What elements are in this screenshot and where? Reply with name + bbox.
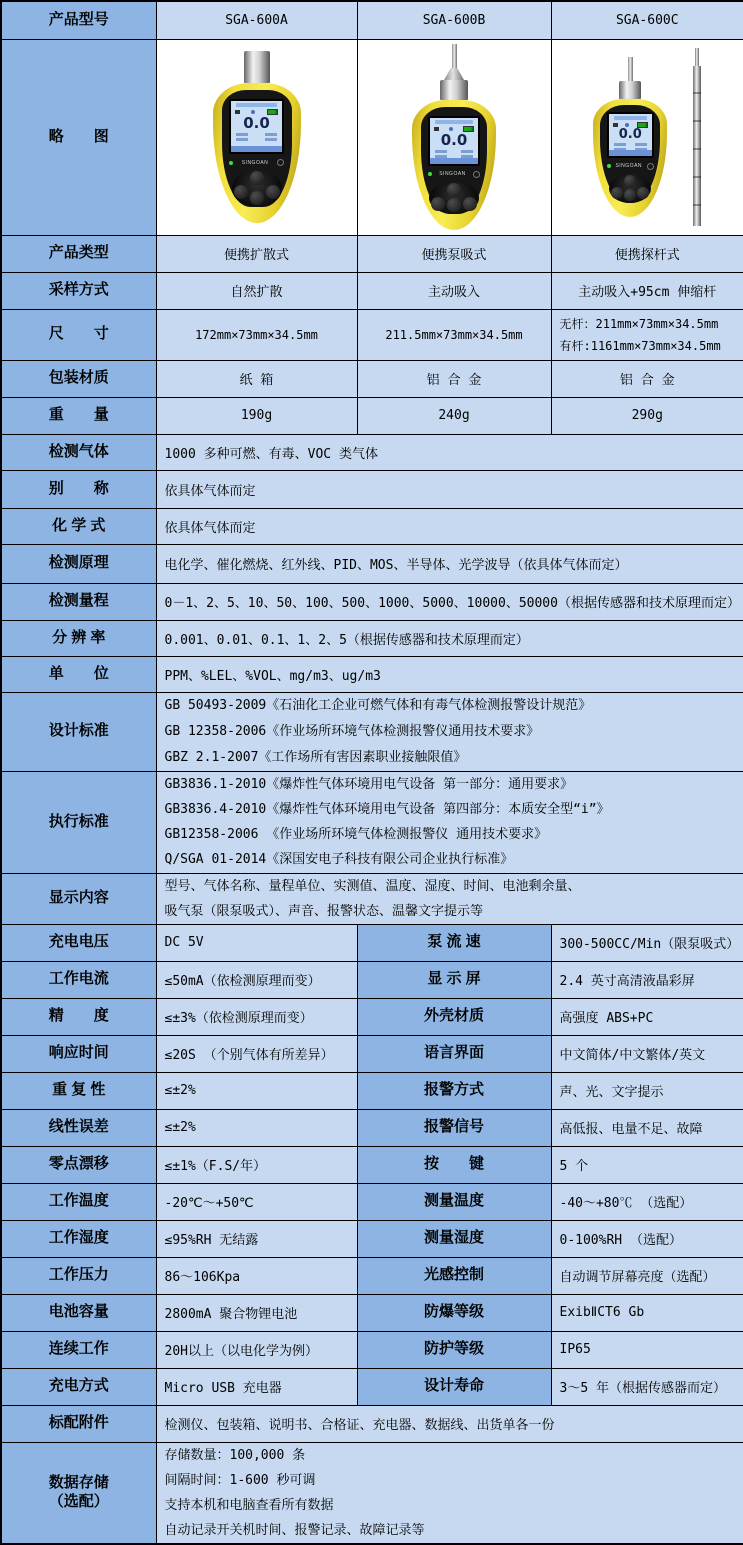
- key-up: [447, 183, 461, 197]
- dimensions-c-no-rod: 无杆：211mm×73mm×34.5mm: [559, 316, 719, 331]
- repeatability-value: ≤±2%: [156, 1072, 357, 1109]
- row-linearity-alarm-signal: [1, 1109, 743, 1146]
- weight-b: 240g: [357, 397, 551, 434]
- sampling-b: 主动吸入: [357, 272, 551, 309]
- key-up: [250, 171, 264, 185]
- key-enter: [624, 189, 636, 201]
- working-humidity-value: ≤95%RH 无结露: [156, 1220, 357, 1257]
- screen-reading: 0.0: [243, 114, 270, 132]
- row-design-standard: [1, 692, 743, 771]
- light-sense-label: 光感控制: [357, 1257, 551, 1294]
- key-left: [431, 197, 445, 211]
- row-chemical-formula: [1, 508, 743, 544]
- sensor-cap: [440, 80, 468, 100]
- button-cluster: [232, 170, 282, 207]
- led-indicator: [428, 172, 432, 176]
- shell-material-label: 外壳材质: [357, 998, 551, 1035]
- dimensions-b: 211.5mm×73mm×34.5mm: [357, 309, 551, 360]
- power-icon: [647, 163, 654, 170]
- linearity-label: 线性误差: [1, 1109, 156, 1146]
- continuous-work-value: 20H以上（以电化学为例）: [156, 1331, 357, 1368]
- screen-data-rows: [231, 132, 281, 141]
- row-working-temp-measure-temp: [1, 1183, 743, 1220]
- accuracy-value: ≤±3%（依检测原理而变）: [156, 998, 357, 1035]
- keys-value: 5 个: [551, 1146, 743, 1183]
- rod-shaft: [693, 66, 701, 226]
- charging-method-value: Micro USB 充电器: [156, 1368, 357, 1405]
- measure-humidity-label: 测量湿度: [357, 1220, 551, 1257]
- dimensions-a: 172mm×73mm×34.5mm: [156, 309, 357, 360]
- detect-gas-value: 1000 多种可燃、有毒、VOC 类气体: [156, 434, 743, 470]
- packing-b: 铝 合 金: [357, 360, 551, 397]
- design-standard-line: GBZ 2.1-2007《工作场所有害因素职业接触限值》: [164, 749, 467, 765]
- sensor-cap: [619, 81, 641, 99]
- device-panel: [421, 107, 487, 214]
- execution-standard-label: 执行标准: [1, 771, 156, 873]
- sampling-a: 自然扩散: [156, 272, 357, 309]
- row-detection-range: [1, 583, 743, 620]
- accuracy-label: 精 度: [1, 998, 156, 1035]
- data-storage-label-line2: （选配）: [48, 1492, 109, 1510]
- row-continuous-work-protection: [1, 1331, 743, 1368]
- screen-bottom-strip: [609, 150, 652, 156]
- screen-reading: 0.0: [618, 127, 642, 142]
- row-sampling-method: [1, 272, 743, 309]
- pump-flow-value: 300-500CC/Min（限泵吸式）: [551, 924, 743, 961]
- pump-probe-tube: [628, 57, 633, 81]
- fan-icon: [625, 123, 629, 127]
- working-pressure-label: 工作压力: [1, 1257, 156, 1294]
- key-up: [624, 175, 636, 187]
- speaker-icon: [235, 110, 240, 114]
- row-working-humidity-measure-humidity: [1, 1220, 743, 1257]
- key-left: [611, 187, 623, 199]
- design-standard-line: GB 12358-2006《作业场所环境气体检测报警仪通用技术要求》: [164, 723, 540, 739]
- dimensions-c: [551, 309, 743, 360]
- shell-material-value: 高强度 ABS+PC: [551, 998, 743, 1035]
- dimensions-label: 尺 寸: [1, 309, 156, 360]
- row-zero-drift-keys: [1, 1146, 743, 1183]
- pump-flow-label: 泵 流 速: [357, 924, 551, 961]
- principle-label: 检测原理: [1, 544, 156, 583]
- weight-c: 290g: [551, 397, 743, 434]
- key-right: [637, 187, 649, 199]
- display-content-line: 吸气泵（限泵吸式）、声音、报警状态、温馨文字提示等: [164, 903, 484, 919]
- continuous-work-label: 连续工作: [1, 1331, 156, 1368]
- working-current-label: 工作电流: [1, 961, 156, 998]
- fan-icon: [449, 127, 453, 131]
- dimensions-c-with-rod: 有杆:1161mm×73mm×34.5mm: [559, 338, 721, 353]
- repeatability-label: 重 复 性: [1, 1072, 156, 1109]
- row-alias: [1, 470, 743, 508]
- resolution-label: 分 辨 率: [1, 620, 156, 656]
- led-indicator: [607, 164, 611, 168]
- data-storage-line: 存储数量：100,000 条: [164, 1447, 306, 1463]
- alias-value: 依具体气体而定: [156, 470, 743, 508]
- button-cluster: [609, 174, 651, 203]
- product-type-c: 便携探杆式: [551, 235, 743, 272]
- data-storage-label: [1, 1442, 156, 1544]
- packing-a: 纸 箱: [156, 360, 357, 397]
- measure-humidity-value: 0-100%RH （选配）: [551, 1220, 743, 1257]
- row-detect-gas: [1, 434, 743, 470]
- formula-value: 依具体气体而定: [156, 508, 743, 544]
- explosion-proof-value: ExibⅡCT6 Gb: [551, 1294, 743, 1331]
- data-storage-label-line1: 数据存储: [48, 1474, 109, 1491]
- key-enter: [447, 198, 461, 212]
- row-dimensions: [1, 309, 743, 360]
- weight-a: 190g: [156, 397, 357, 434]
- design-standard-label: 设计标准: [1, 692, 156, 771]
- charging-method-label: 充电方式: [1, 1368, 156, 1405]
- row-repeatability-alarm-mode: [1, 1072, 743, 1109]
- speaker-icon: [434, 127, 439, 131]
- row-product-model: [1, 1, 743, 39]
- zero-drift-value: ≤±1%（F.S/年）: [156, 1146, 357, 1183]
- device-body: [593, 99, 667, 217]
- battery-value: 2800mA 聚合物锂电池: [156, 1294, 357, 1331]
- row-data-storage: [1, 1442, 743, 1544]
- zero-drift-label: 零点漂移: [1, 1146, 156, 1183]
- language-value: 中文简体/中文繁体/英文: [551, 1035, 743, 1072]
- charge-voltage-value: DC 5V: [156, 924, 357, 961]
- key-enter: [250, 191, 264, 205]
- key-right: [463, 197, 477, 211]
- sketch-cell-c: [551, 39, 743, 235]
- row-sketch: [1, 39, 743, 235]
- weight-label: 重 量: [1, 397, 156, 434]
- row-unit: [1, 656, 743, 692]
- alarm-signal-label: 报警信号: [357, 1109, 551, 1146]
- principle-value: 电化学、催化燃烧、红外线、PID、MOS、半导体、光学波导（依具体气体而定）: [156, 544, 743, 583]
- product-type-label: 产品类型: [1, 235, 156, 272]
- accessories-label: 标配附件: [1, 1405, 156, 1442]
- model-a-cell: SGA-600A: [156, 1, 357, 39]
- range-value: 0－1、2、5、10、50、100、500、1000、5000、10000、50000（根据传感器和技术原理而定）: [156, 583, 743, 620]
- working-current-value: ≤50mA（依检测原理而变）: [156, 961, 357, 998]
- sketch-cell-a: [156, 39, 357, 235]
- device-screen: [229, 99, 283, 154]
- alarm-mode-value: 声、光、文字提示: [551, 1072, 743, 1109]
- power-icon: [277, 159, 284, 166]
- product-type-a: 便携扩散式: [156, 235, 357, 272]
- device-face-row: [229, 159, 284, 166]
- protection-grade-value: IP65: [551, 1331, 743, 1368]
- row-accuracy-shell: [1, 998, 743, 1035]
- button-cluster: [429, 182, 479, 214]
- display-content-line: 型号、气体名称、量程单位、实测值、温度、湿度、时间、电池剩余量、: [164, 878, 581, 894]
- screen-bottom-strip: [430, 158, 478, 164]
- row-resolution: [1, 620, 743, 656]
- rod-tip: [695, 48, 699, 66]
- language-label: 语言界面: [357, 1035, 551, 1072]
- design-standard-value: [156, 692, 743, 771]
- brand-label: SINGOAN: [615, 163, 643, 170]
- led-indicator: [229, 161, 233, 165]
- light-sense-value: 自动调节屏幕亮度（选配）: [551, 1257, 743, 1294]
- unit-label: 单 位: [1, 656, 156, 692]
- sketch-label: 略 图: [1, 39, 156, 235]
- row-working-current-display: [1, 961, 743, 998]
- fan-icon: [251, 110, 255, 114]
- pump-probe-tube: [452, 44, 457, 68]
- alarm-mode-label: 报警方式: [357, 1072, 551, 1109]
- sampling-label: 采样方式: [1, 272, 156, 309]
- row-battery-explosion-proof: [1, 1294, 743, 1331]
- packing-c: 铝 合 金: [551, 360, 743, 397]
- power-icon: [473, 171, 480, 178]
- battery-label: 电池容量: [1, 1294, 156, 1331]
- design-life-value: 3～5 年（根据传感器而定）: [551, 1368, 743, 1405]
- brand-label: SINGOAN: [241, 159, 269, 166]
- device-face-row: [428, 171, 479, 178]
- working-humidity-label: 工作湿度: [1, 1220, 156, 1257]
- unit-value: PPM、%LEL、%VOL、mg/m3、ug/m3: [156, 656, 743, 692]
- accessories-value: 检测仪、包装箱、说明书、合格证、充电器、数据线、出货单各一份: [156, 1405, 743, 1442]
- row-detection-principle: [1, 544, 743, 583]
- execution-standard-line: GB3836.1-2010《爆炸性气体环境用电气设备 第一部分：通用要求》: [164, 777, 574, 792]
- working-temp-value: -20℃～+50℃: [156, 1183, 357, 1220]
- data-storage-line: 自动记录开关机时间、报警记录、故障记录等: [164, 1522, 425, 1538]
- device-screen: [607, 112, 654, 158]
- alias-label: 别 称: [1, 470, 156, 508]
- product-model-label: 产品型号: [1, 1, 156, 39]
- execution-standard-line: Q/SGA 01-2014《深国安电子科技有限公司企业执行标准》: [164, 852, 514, 867]
- row-display-content: [1, 873, 743, 924]
- speaker-icon: [613, 123, 618, 127]
- row-execution-standard: [1, 771, 743, 873]
- screen-bottom-strip: [231, 146, 281, 152]
- row-charging-method-design-life: [1, 1368, 743, 1405]
- data-storage-line: 支持本机和电脑查看所有数据: [164, 1497, 334, 1513]
- resolution-value: 0.001、0.01、0.1、1、2、5（根据传感器和技术原理而定）: [156, 620, 743, 656]
- row-weight: [1, 397, 743, 434]
- screen-title-bar: [614, 116, 647, 120]
- explosion-proof-label: 防爆等级: [357, 1294, 551, 1331]
- display-content-label: 显示内容: [1, 873, 156, 924]
- device-image-sga-600c: [593, 57, 667, 217]
- keys-label: 按 键: [357, 1146, 551, 1183]
- data-storage-value: [156, 1442, 743, 1544]
- detect-gas-label: 检测气体: [1, 434, 156, 470]
- formula-label: 化 学 式: [1, 508, 156, 544]
- measure-temp-value: -40～+80℃ （选配）: [551, 1183, 743, 1220]
- device-body: [213, 83, 301, 223]
- execution-standard-value: [156, 771, 743, 873]
- device-panel: [600, 105, 660, 203]
- display-content-value: [156, 873, 743, 924]
- sampling-c: 主动吸入+95cm 伸缩杆: [551, 272, 743, 309]
- charge-voltage-label: 充电电压: [1, 924, 156, 961]
- model-b-cell: SGA-600B: [357, 1, 551, 39]
- device-screen: [428, 116, 480, 166]
- device-panel: [222, 90, 292, 207]
- alarm-signal-value: 高低报、电量不足、故障: [551, 1109, 743, 1146]
- protection-grade-label: 防护等级: [357, 1331, 551, 1368]
- device-body: [412, 100, 496, 230]
- sketch-cell-b: [357, 39, 551, 235]
- model-c-cell: SGA-600C: [551, 1, 743, 39]
- row-charge-voltage-pump-flow: [1, 924, 743, 961]
- telescopic-rod-image: [693, 48, 701, 226]
- product-type-b: 便携泵吸式: [357, 235, 551, 272]
- display-screen-value: 2.4 英寸高清液晶彩屏: [551, 961, 743, 998]
- working-temp-label: 工作温度: [1, 1183, 156, 1220]
- device-image-sga-600b: [412, 44, 496, 230]
- linearity-value: ≤±2%: [156, 1109, 357, 1146]
- screen-title-bar: [236, 103, 276, 107]
- design-life-label: 设计寿命: [357, 1368, 551, 1405]
- device-face-row: [607, 163, 654, 170]
- screen-title-bar: [435, 120, 473, 124]
- row-accessories: [1, 1405, 743, 1442]
- data-storage-line: 间隔时间：1-600 秒可调: [164, 1472, 316, 1488]
- packing-label: 包装材质: [1, 360, 156, 397]
- sensor-cap: [244, 51, 270, 83]
- key-right: [266, 185, 280, 199]
- row-working-pressure-light-sense: [1, 1257, 743, 1294]
- working-pressure-value: 86～106Kpa: [156, 1257, 357, 1294]
- row-packing-material: [1, 360, 743, 397]
- execution-standard-line: GB3836.4-2010《爆炸性气体环境用电气设备 第四部分：本质安全型“i”》: [164, 802, 610, 817]
- row-product-type: [1, 235, 743, 272]
- brand-label: SINGOAN: [439, 171, 466, 178]
- device-image-sga-600a: [213, 51, 301, 223]
- screen-reading: 0.0: [440, 131, 468, 149]
- response-time-label: 响应时间: [1, 1035, 156, 1072]
- range-label: 检测量程: [1, 583, 156, 620]
- response-time-value: ≤20S （个别气体有所差异）: [156, 1035, 357, 1072]
- design-standard-line: GB 50493-2009《石油化工企业可燃气体和有毒气体检测报警设计规范》: [164, 697, 592, 713]
- row-response-time-language: [1, 1035, 743, 1072]
- execution-standard-line: GB12358-2006 《作业场所环境气体检测报警仪 通用技术要求》: [164, 827, 548, 842]
- pump-probe-cone: [444, 68, 464, 80]
- measure-temp-label: 测量温度: [357, 1183, 551, 1220]
- display-screen-label: 显 示 屏: [357, 961, 551, 998]
- key-left: [234, 185, 248, 199]
